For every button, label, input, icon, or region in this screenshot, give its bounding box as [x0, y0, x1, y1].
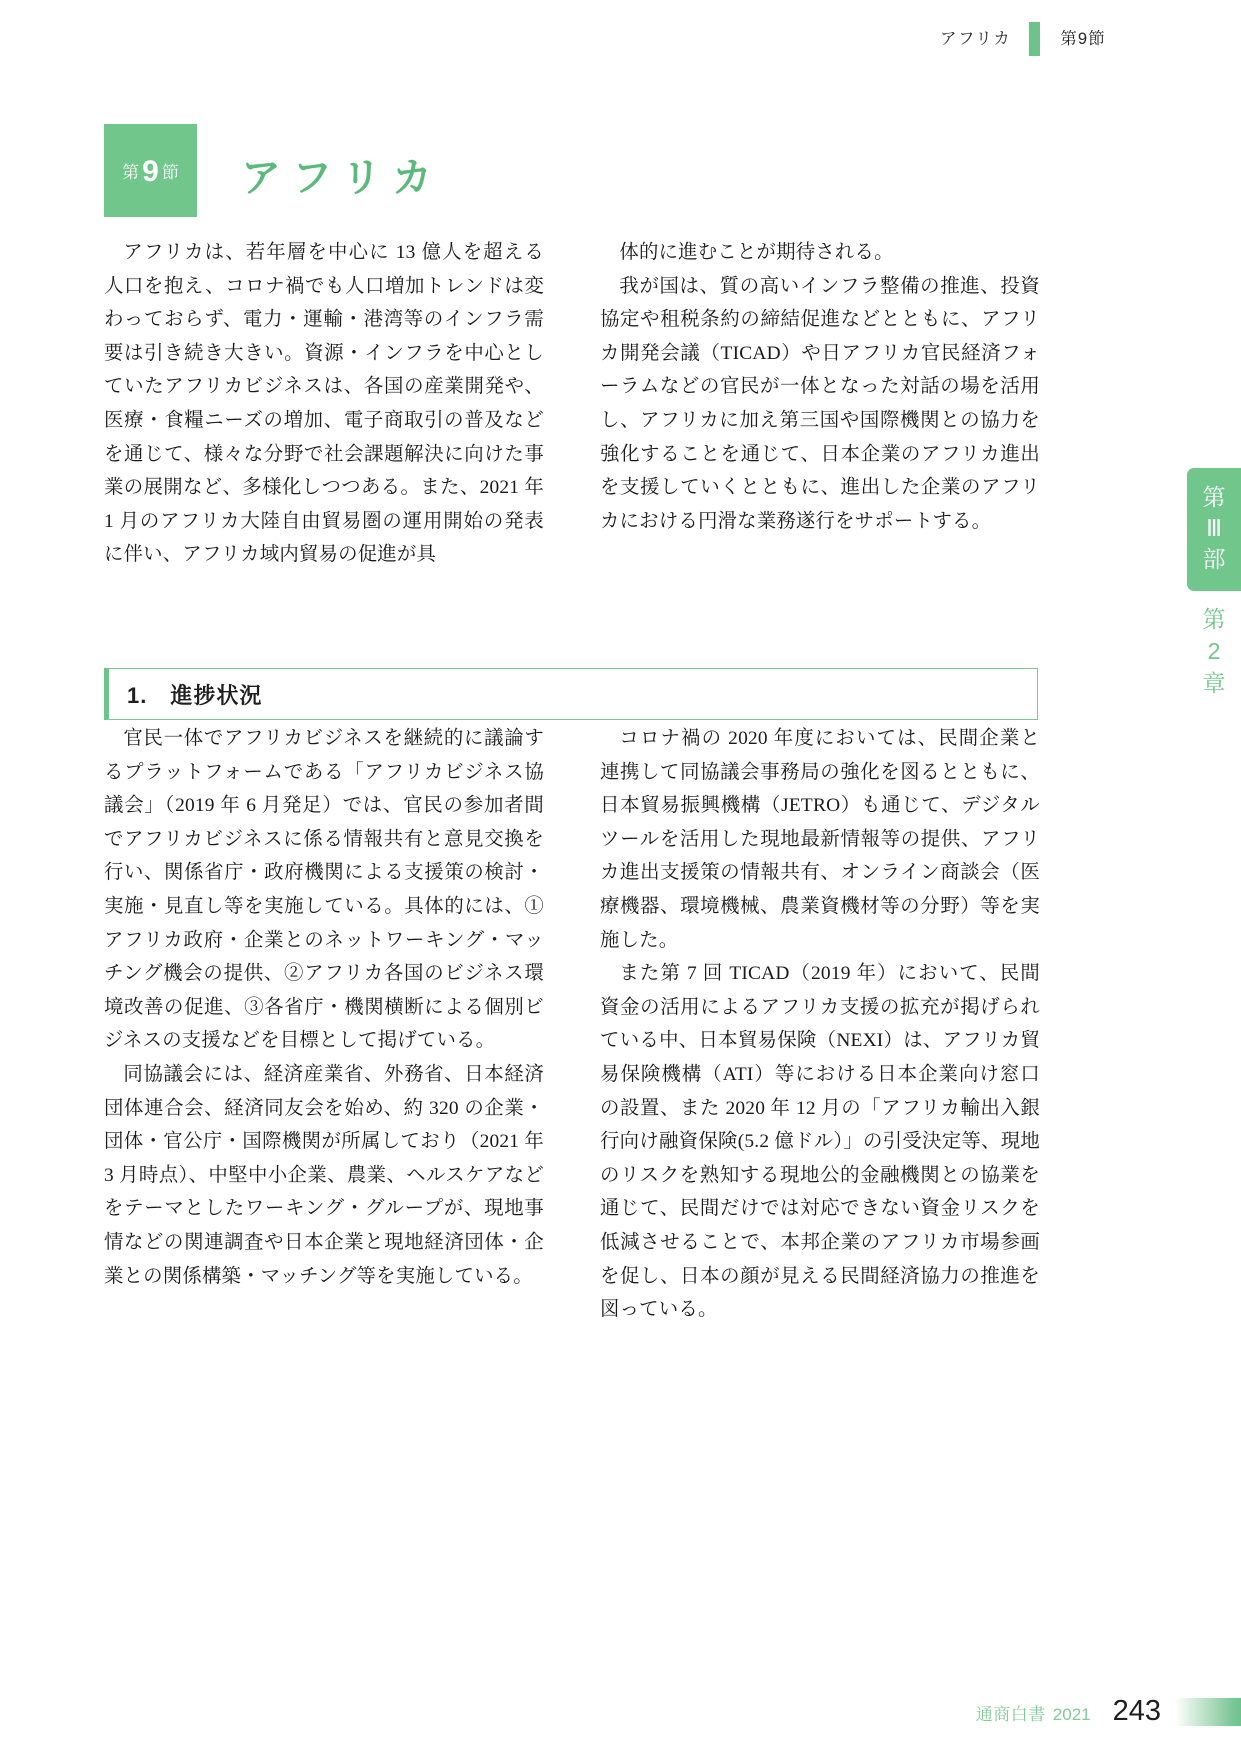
paragraph: 官民一体でアフリカビジネスを継続的に議論するプラットフォームである「アフリカビジネス協議会」（2019 年 6 月発足）では、官民の参加者間でアフリカビジネスに係る情報共有と意見交換を行い、関係省庁・政府機関による支援策の検討・実施・見直し等を実施している。具体的には、①アフリカ政府・企業とのネットワーキング・マッチング機会の提供、②アフリカ各国のビジネス環境改善の促進、③各省庁・機関横断による個別ビジネスの支援などを目標として掲げている。 [104, 728, 544, 1052]
side-tab [1181, 468, 1241, 699]
paragraph: アフリカは、若年層を中心に 13 億人を超える人口を抱え、コロナ禍でも人口増加トレンドは変わっておらず、電力・運輸・港湾等のインフラ需要は引き続き大きい。資源・インフラを中心としていたアフリカビジネスは、各国の産業開発や、医療・食糧ニーズの増加、電子商取引の普及などを通じて、様々な分野で社会課題解決に向けた事業の展開など、多様化しつつある。また、2021 年 1 月のアフリカ大陸自由貿易圏の運用開始の発表に伴い、アフリカ域内貿易の促進が具 [104, 242, 544, 566]
page-number: 243 [1112, 1695, 1161, 1727]
section-number-badge [104, 124, 197, 217]
paragraph: 我が国は、質の高いインフラ整備の推進、投資協定や租税条約の締結促進などとともに、アフリカ開発会議（TICAD）や日アフリカ官民経済フォーラムなどの官民が一体となった対話の場を活用し、アフリカに加え第三国や国際機関との協力を強化することを通じて、日本企業のアフリカ進出を支援していくとともに、進出した企業のアフリカにおける円滑な業務遂行をサポートする。 [600, 275, 1040, 532]
footer-accent-bar [1175, 1698, 1241, 1726]
intro-columns [104, 236, 1040, 572]
subsection-columns [104, 722, 1040, 1327]
paragraph: また第 7 回 TICAD（2019 年）において、民間資金の活用によるアフリカ支援の拡充が掲げられている中、日本貿易保険（NEXI）は、アフリカ貿易保険機構（ATI）等における日本企業向け窓口の設置、また 2020 年 12 月の「アフリカ輸出入銀行向け融資保険(5.2 億ドル）」の引受決定等、現地のリスクを熟知する現地公的金融機関との協業を通じて、民間だけでは対応できない資金リスクを低減させることで、本邦企業のアフリカ市場参画を促し、日本の顔が見える民間経済協力の推進を図っている。 [600, 963, 1040, 1321]
running-header-section-name: アフリカ [940, 30, 1012, 48]
side-tab-part-char: 第 [1202, 484, 1226, 510]
side-tab-chapter [1187, 591, 1241, 699]
subsection-heading-label: 1. 進捗状況 [127, 682, 263, 708]
side-tab-part-char: Ⅲ [1206, 515, 1222, 541]
footer-year: 2021 [1052, 1705, 1091, 1724]
side-tab-chapter-char: 2 [1207, 638, 1221, 664]
section-title: アフリカ [241, 155, 443, 200]
badge-prefix: 第 [122, 163, 140, 182]
side-tab-part [1187, 468, 1241, 591]
footer-title: 通商白書 [975, 1705, 1046, 1724]
side-tab-chapter-char: 第 [1202, 606, 1226, 632]
intro-right-column [600, 236, 1040, 572]
running-header-section-number: 第9節 [1060, 30, 1106, 48]
section-title-block [104, 124, 443, 217]
subsection-heading-box [104, 668, 1038, 720]
badge-number: 9 [142, 154, 159, 188]
paragraph: コロナ禍の 2020 年度においては、民間企業と連携して同協議会事務局の強化を図るとともに、日本貿易振興機構（JETRO）も通じて、デジタルツールを活用した現地最新情報等の提供、アフリカ進出支援策の情報共有、オンライン商談会（医療機器、環境機械、農業資機材等の分野）等を実施した。 [600, 728, 1040, 951]
intro-left-column [104, 236, 544, 572]
side-tab-part-char: 部 [1202, 546, 1226, 572]
running-header-divider [1029, 22, 1040, 56]
paragraph: 体的に進むことが期待される。 [619, 242, 894, 263]
subsection-right-column [600, 722, 1040, 1327]
badge-suffix: 節 [161, 163, 179, 182]
side-tab-chapter-char: 章 [1202, 670, 1226, 696]
page-footer [976, 1695, 1241, 1728]
paragraph: 同協議会には、経済産業省、外務省、日本経済団体連合会、経済同友会を始め、約 320 の企業・団体・官公庁・国際機関が所属しており（2021 年 3 月時点）、中堅中小企業、農業、ヘルスケアなどをテーマとしたワーキング・グループが、現地事情などの関連調査や日本企業と現地経済団体・企業との関係構築・マッチング等を実施している。 [104, 1063, 544, 1287]
running-header [940, 22, 1106, 56]
subsection-left-column [104, 722, 544, 1327]
